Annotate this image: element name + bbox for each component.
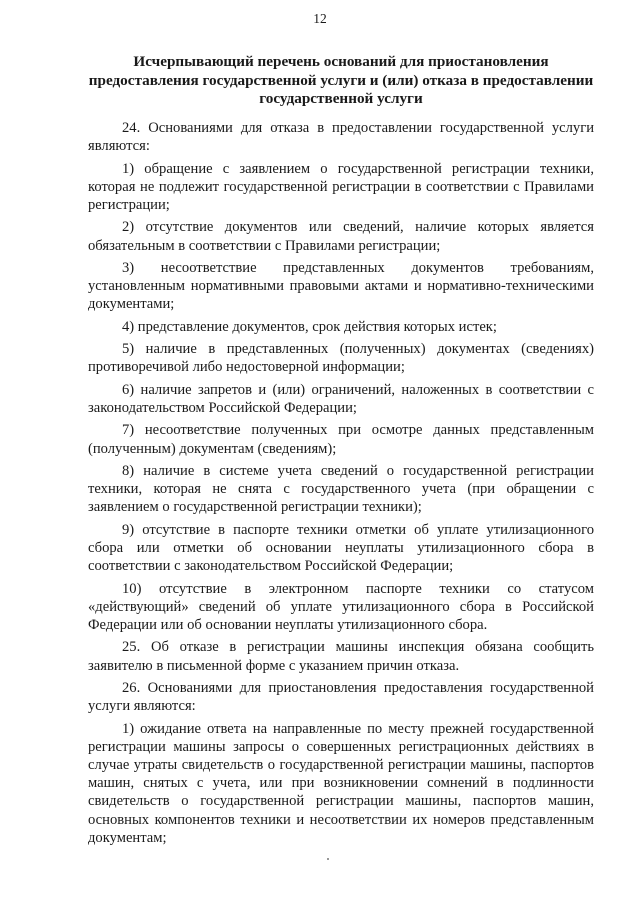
paragraph-24-item-3: 3) несоответствие представленных документов требованиям, установленным нормативными правовыми актами и нормативно-техническими документами; xyxy=(88,259,594,313)
paragraph-26: 26. Основаниями для приостановления предоставления государственной услуги являются: xyxy=(88,679,594,715)
paragraph-24-item-2: 2) отсутствие документов или сведений, наличие которых является обязательным в соответствии с Правилами регистрации; xyxy=(88,219,594,254)
paragraph-24: 24. Основаниями для отказа в предоставлении государственной услуги являются: xyxy=(88,120,594,155)
section-heading: Исчерпывающий перечень оснований для приостановления предоставления государственной услуги и (или) отказа в предоставлении государственной услуги xyxy=(88,53,594,108)
paragraph-24-item-5: 5) наличие в представленных (полученных) документах (сведениях) противоречивой либо недостоверной информации; xyxy=(88,341,594,376)
paragraph-24-item-10: 10) отсутствие в электронном паспорте техники со статусом «действующий» сведений об уплате утилизационного сбора в Российской Федерации или об основании неуплаты утилизационного сбора. xyxy=(88,580,594,633)
paragraph-24-item-6: 6) наличие запретов и (или) ограничений, наложенных в соответствии с законодательством Российской Федерации; xyxy=(88,381,594,416)
paragraph-26-item-1: 1) ожидание ответа на направленные по месту прежней государственной регистрации машины запросы о совершенных регистрационных действиях в случае утраты свидетельств о государственной регистрации машины, паспортов машин, снятых с учета, или при возникновении сомнений в подлинности свидетельств о государственной регистрации машины, паспортов машин, основных компонентов техники и несоответствии их номеров представленным документам; xyxy=(88,720,594,846)
paragraph-24-item-9: 9) отсутствие в паспорте техники отметки об уплате утилизационного сбора или отметки об основании неуплаты утилизационного сбора в соответствии с законодательством Российской Федерации; xyxy=(88,521,594,575)
paragraph-24-item-8: 8) наличие в системе учета сведений о государственной регистрации техники, которая не снята с государственного учета (при обращении с заявлением о государственной регистрации техники); xyxy=(88,462,594,516)
paragraph-24-item-1: 1) обращение с заявлением о государственной регистрации техники, которая не подлежит государственной регистрации в соответствии с Правилами регистрации; xyxy=(88,160,594,213)
page-number: 12 xyxy=(313,11,327,26)
paragraph-24-item-7: 7) несоответствие полученных при осмотре данных представленным (полученным) документам (сведениям); xyxy=(88,422,594,457)
paragraph-24-item-4: 4) представление документов, срок действия которых истек; xyxy=(122,318,497,335)
paragraph-25: 25. Об отказе в регистрации машины инспекция обязана сообщить заявителю в письменной форме с указанием причин отказа. xyxy=(88,639,594,674)
scan-speck xyxy=(327,858,329,860)
document-body xyxy=(88,119,594,851)
